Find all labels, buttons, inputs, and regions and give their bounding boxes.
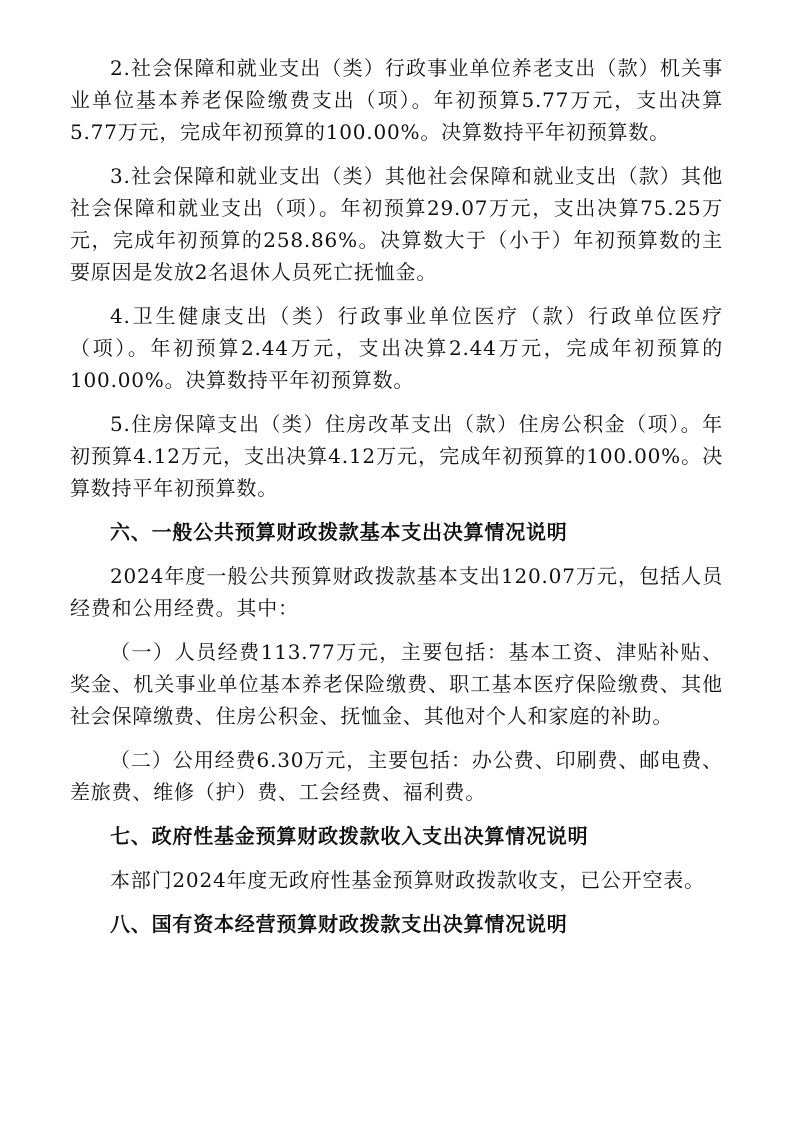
paragraph-item-4-health: 4.卫生健康支出（类）行政事业单位医疗（款）行政单位医疗（项）。年初预算2.44万元，支出决算2.44万元，完成年初预算的100.00%。决算数持平年初预算数。 xyxy=(70,304,723,392)
section-heading-7: 七、政府性基金预算财政拨款收入支出决算情况说明 xyxy=(110,824,589,848)
paragraph-government-fund-note: 本部门2024年度无政府性基金预算财政拨款收支，已公开空表。 xyxy=(110,868,705,892)
paragraph-basic-expenditure-summary: 2024年度一般公共预算财政拨款基本支出120.07万元，包括人员经费和公用经费。其中： xyxy=(70,564,723,620)
paragraph-item-2-social-security-pension: 2.社会保障和就业支出（类）行政事业单位养老支出（款）机关事业单位基本养老保险缴费支出（项）。年初预算5.77万元，支出决算5.77万元，完成年初预算的100.00%。决算数持平年初预算数。 xyxy=(70,56,723,144)
paragraph-item-5-housing: 5.住房保障支出（类）住房改革支出（款）住房公积金（项）。年初预算4.12万元，支出决算4.12万元，完成年初预算的100.00%。决算数持平年初预算数。 xyxy=(70,412,723,500)
section-heading-8: 八、国有资本经营预算财政拨款支出决算情况说明 xyxy=(110,912,568,936)
paragraph-public-expenses: （二）公用经费6.30万元，主要包括：办公费、印刷费、邮电费、差旅费、维修（护）费、工会经费、福利费。 xyxy=(70,748,723,804)
section-heading-6: 六、一般公共预算财政拨款基本支出决算情况说明 xyxy=(110,520,568,544)
paragraph-personnel-expenses: （一）人员经费113.77万元，主要包括：基本工资、津贴补贴、奖金、机关事业单位基本养老保险缴费、职工基本医疗保险缴费、其他社会保障缴费、住房公积金、抚恤金、其他对个人和家庭的补助。 xyxy=(70,640,723,728)
paragraph-item-3-other-social-security: 3.社会保障和就业支出（类）其他社会保障和就业支出（款）其他社会保障和就业支出（项）。年初预算29.07万元，支出决算75.25万元，完成年初预算的258.86%。决算数大于（小于）年初预算数的主要原因是发放2名退休人员死亡抚恤金。 xyxy=(70,164,723,284)
